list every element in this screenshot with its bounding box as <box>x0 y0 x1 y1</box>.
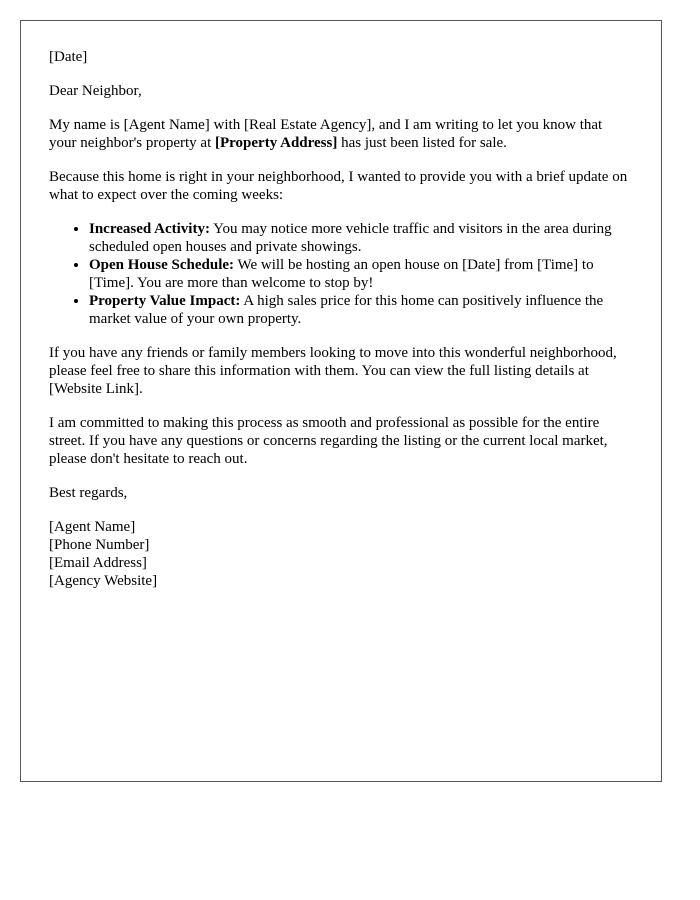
phone-number: [Phone Number] <box>49 537 150 553</box>
list-item-title: Increased Activity: <box>89 221 210 237</box>
closing: Best regards, <box>49 485 128 501</box>
intro-pre: My name is [Agent Name] with [Real Estate Agency], and I am writing to let you know that your neighbor's property at <box>49 117 603 151</box>
list-item <box>89 220 633 256</box>
list-item-text: A high sales price for this home can positively influence the market value of your own property. <box>89 293 604 327</box>
list-item-text: We will be hosting an open house on [Date] from [Time] to [Time]. You are more than welcome to stop by! <box>89 257 594 291</box>
agent-name: [Agent Name] <box>49 519 136 535</box>
commitment-paragraph: I am committed to making this process as smooth and professional as possible for the entire street. If you have any questions or concerns regarding the listing or the current local market, please don't hesitate to reach out. <box>49 415 608 467</box>
letter <box>20 20 662 782</box>
email-address: [Email Address] <box>49 555 147 571</box>
date: [Date] <box>49 49 88 65</box>
list-item-title: Property Value Impact: <box>89 293 241 309</box>
intro-post: has just been listed for sale. <box>337 135 507 151</box>
share-paragraph: If you have any friends or family members looking to move into this wonderful neighborhood, please feel free to share this information with them. You can view the full listing details at [Website Link]. <box>49 345 617 397</box>
list-item <box>89 292 633 328</box>
list-item <box>89 256 633 292</box>
property-address: [Property Address] <box>215 135 338 151</box>
salutation: Dear Neighbor, <box>49 83 142 99</box>
intro-paragraph <box>49 116 633 152</box>
signature-block <box>49 518 633 590</box>
list-item-title: Open House Schedule: <box>89 257 235 273</box>
agency-website: [Agency Website] <box>49 573 158 589</box>
update-list <box>49 220 633 328</box>
list-item-text: You may notice more vehicle traffic and visitors in the area during scheduled open houses and private showings. <box>89 221 612 255</box>
update-intro: Because this home is right in your neighborhood, I wanted to provide you with a brief update on what to expect over the coming weeks: <box>49 169 628 203</box>
